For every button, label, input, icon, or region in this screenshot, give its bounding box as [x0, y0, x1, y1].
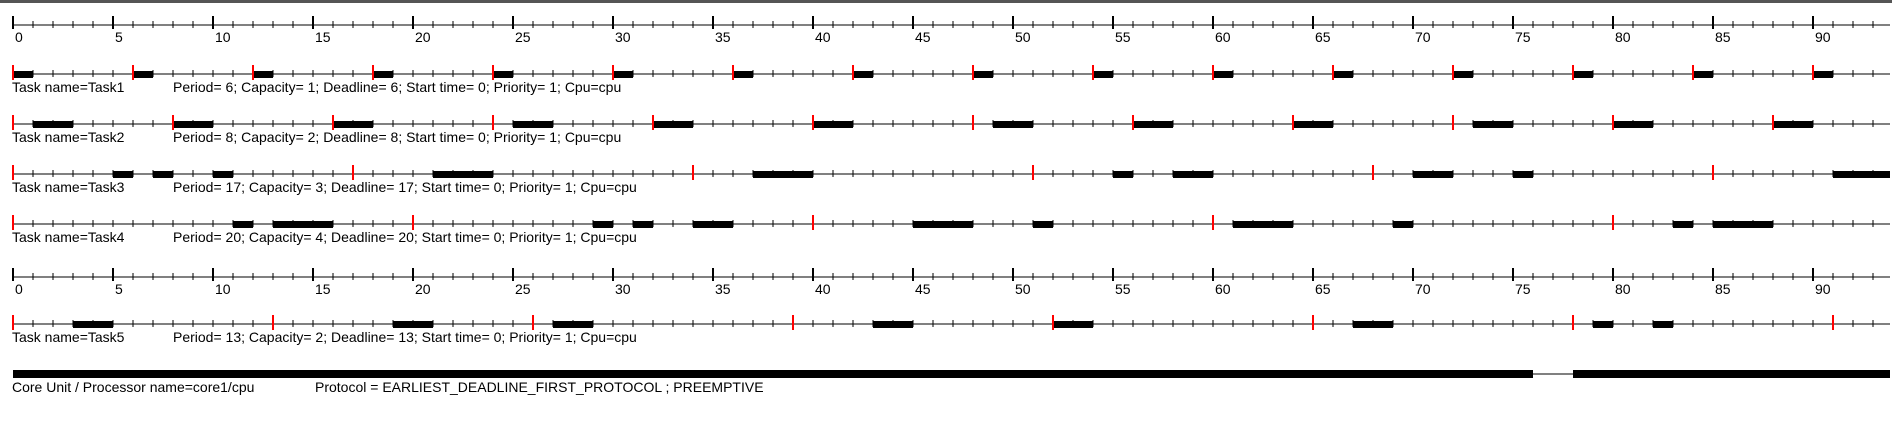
task2-execution-block — [813, 121, 853, 128]
task4-execution-block — [1233, 221, 1293, 228]
task1-execution-block — [493, 71, 513, 78]
task1-execution-block — [1093, 71, 1113, 78]
task5-execution-block — [1653, 321, 1673, 328]
task1-execution-block — [1333, 71, 1353, 78]
task3-execution-block — [113, 171, 133, 178]
task3-execution-block — [1413, 171, 1453, 178]
ruler-2-tick-label: 45 — [915, 281, 931, 297]
task4-execution-block — [1033, 221, 1053, 228]
ruler-1-tick-label: 20 — [415, 29, 431, 45]
ruler-2-tick-label: 10 — [215, 281, 231, 297]
ruler-2-tick-label: 75 — [1515, 281, 1531, 297]
task4-execution-block — [913, 221, 973, 228]
ruler-2-tick-label: 0 — [15, 281, 23, 297]
ruler-1-tick-label: 5 — [115, 29, 123, 45]
task3-execution-block — [153, 171, 173, 178]
ruler-1-tick-label: 55 — [1115, 29, 1131, 45]
ruler-1-tick-label: 65 — [1315, 29, 1331, 45]
task1-execution-block — [853, 71, 873, 78]
task1-execution-block — [733, 71, 753, 78]
task5-execution-block — [553, 321, 593, 328]
task4-execution-block — [593, 221, 613, 228]
task4-execution-block — [633, 221, 653, 228]
task3-name-label: Task name=Task3 — [12, 179, 125, 195]
processor-busy-block — [1573, 370, 1890, 378]
ruler-2-tick-label: 70 — [1415, 281, 1431, 297]
ruler-2-tick-label: 15 — [315, 281, 331, 297]
task2-execution-block — [33, 121, 73, 128]
task5-execution-block — [393, 321, 433, 328]
task3-execution-block — [1113, 171, 1133, 178]
task2-parameters-label: Period= 8; Capacity= 2; Deadline= 8; Start time= 0; Priority= 1; Cpu=cpu — [173, 129, 622, 145]
ruler-2-tick-label: 5 — [115, 281, 123, 297]
ruler-1-tick-label: 45 — [915, 29, 931, 45]
task2-execution-block — [1133, 121, 1173, 128]
ruler-2-tick-label: 65 — [1315, 281, 1331, 297]
task3-execution-block — [213, 171, 233, 178]
task2-execution-block — [993, 121, 1033, 128]
ruler-1-tick-label: 80 — [1615, 29, 1631, 45]
task5-execution-block — [873, 321, 913, 328]
ruler-1-tick-label: 85 — [1715, 29, 1731, 45]
task1-execution-block — [973, 71, 993, 78]
task4-execution-block — [693, 221, 733, 228]
processor-busy-block — [13, 370, 1533, 378]
task2-execution-block — [1473, 121, 1513, 128]
task2-execution-block — [1293, 121, 1333, 128]
task4-name-label: Task name=Task4 — [12, 229, 125, 245]
task2-execution-block — [1613, 121, 1653, 128]
ruler-2-tick-label: 20 — [415, 281, 431, 297]
ruler-1-tick-label: 25 — [515, 29, 531, 45]
ruler-2-tick-label: 50 — [1015, 281, 1031, 297]
task3-execution-block — [433, 171, 493, 178]
ruler-2-tick-label: 90 — [1815, 281, 1831, 297]
ruler-2-tick-label: 25 — [515, 281, 531, 297]
ruler-2-tick-label: 30 — [615, 281, 631, 297]
task1-execution-block — [1213, 71, 1233, 78]
task2-execution-block — [333, 121, 373, 128]
ruler-2-tick-label: 80 — [1615, 281, 1631, 297]
task3-execution-block — [1513, 171, 1533, 178]
task1-execution-block — [13, 71, 33, 78]
task2-execution-block — [653, 121, 693, 128]
task2-execution-block — [1773, 121, 1813, 128]
task1-execution-block — [1693, 71, 1713, 78]
task5-execution-block — [1593, 321, 1613, 328]
ruler-1-tick-label: 40 — [815, 29, 831, 45]
task4-execution-block — [273, 221, 333, 228]
task1-execution-block — [133, 71, 153, 78]
task4-execution-block — [1713, 221, 1773, 228]
task1-parameters-label: Period= 6; Capacity= 1; Deadline= 6; Start time= 0; Priority= 1; Cpu=cpu — [173, 79, 622, 95]
task5-execution-block — [1053, 321, 1093, 328]
task4-execution-block — [233, 221, 253, 228]
task1-execution-block — [1813, 71, 1833, 78]
task3-execution-block — [1833, 171, 1890, 178]
task3-execution-block — [1173, 171, 1213, 178]
task4-execution-block — [1393, 221, 1413, 228]
ruler-2-tick-label: 85 — [1715, 281, 1731, 297]
task4-execution-block — [1673, 221, 1693, 228]
task1-execution-block — [373, 71, 393, 78]
ruler-1-tick-label: 60 — [1215, 29, 1231, 45]
ruler-1-tick-label: 90 — [1815, 29, 1831, 45]
task1-execution-block — [613, 71, 633, 78]
processor-name-label: Core Unit / Processor name=core1/cpu — [12, 379, 255, 395]
task5-execution-block — [73, 321, 113, 328]
ruler-2-tick-label: 55 — [1115, 281, 1131, 297]
task5-execution-block — [1353, 321, 1393, 328]
ruler-1-tick-label: 50 — [1015, 29, 1031, 45]
ruler-1-tick-label: 30 — [615, 29, 631, 45]
ruler-1-tick-label: 75 — [1515, 29, 1531, 45]
task4-parameters-label: Period= 20; Capacity= 4; Deadline= 20; Start time= 0; Priority= 1; Cpu=cpu — [173, 229, 637, 245]
task3-execution-block — [753, 171, 813, 178]
ruler-2-tick-label: 60 — [1215, 281, 1231, 297]
task5-name-label: Task name=Task5 — [12, 329, 125, 345]
task3-parameters-label: Period= 17; Capacity= 3; Deadline= 17; Start time= 0; Priority= 1; Cpu=cpu — [173, 179, 637, 195]
task2-execution-block — [513, 121, 553, 128]
ruler-1-tick-label: 0 — [15, 29, 23, 45]
ruler-1-tick-label: 15 — [315, 29, 331, 45]
ruler-1-tick-label: 70 — [1415, 29, 1431, 45]
ruler-2-tick-label: 40 — [815, 281, 831, 297]
task1-execution-block — [1573, 71, 1593, 78]
protocol-label: Protocol = EARLIEST_DEADLINE_FIRST_PROTOCOL ; PREEMPTIVE — [315, 379, 764, 395]
task1-execution-block — [1453, 71, 1473, 78]
task1-name-label: Task name=Task1 — [12, 79, 125, 95]
task5-parameters-label: Period= 13; Capacity= 2; Deadline= 13; Start time= 0; Priority= 1; Cpu=cpu — [173, 329, 637, 345]
task2-execution-block — [173, 121, 213, 128]
task1-execution-block — [253, 71, 273, 78]
ruler-1-tick-label: 10 — [215, 29, 231, 45]
ruler-2-tick-label: 35 — [715, 281, 731, 297]
task2-name-label: Task name=Task2 — [12, 129, 125, 145]
ruler-1-tick-label: 35 — [715, 29, 731, 45]
